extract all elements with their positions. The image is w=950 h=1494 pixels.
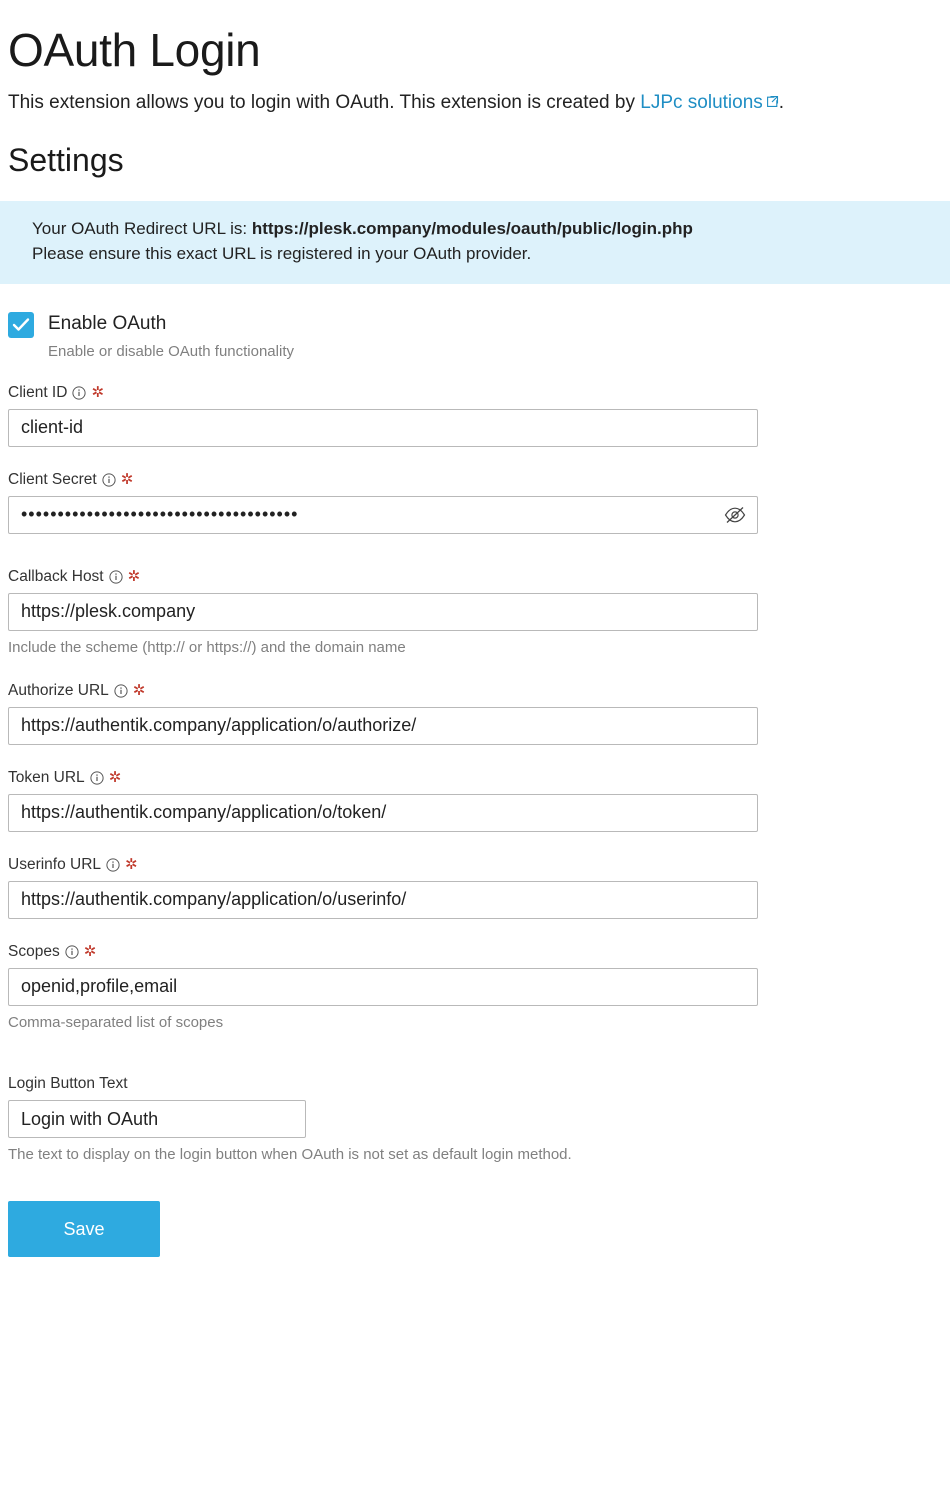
enable-oauth-row[interactable] bbox=[8, 310, 950, 339]
field-login-button-text-label-text: Login Button Text bbox=[8, 1075, 128, 1093]
settings-heading: Settings bbox=[8, 141, 124, 178]
field-login-button-text-label bbox=[8, 1075, 950, 1093]
login-button-text-hint: The text to display on the login button when OAuth is not set as default login method. bbox=[8, 1146, 572, 1164]
redirect-url-line bbox=[32, 217, 926, 242]
redirect-url-notice bbox=[0, 201, 950, 284]
field-authorize-url-label-text: Authorize URL bbox=[8, 681, 109, 699]
page-description bbox=[8, 90, 950, 116]
field-userinfo-url-label-text: Userinfo URL bbox=[8, 855, 102, 873]
login-button-text-input[interactable] bbox=[8, 1100, 306, 1138]
save-button[interactable]: Save bbox=[8, 1201, 160, 1257]
client-id-input[interactable] bbox=[8, 409, 758, 447]
field-scopes-label bbox=[8, 943, 950, 961]
required-marker: ✲ bbox=[91, 384, 105, 402]
field-client-secret-label bbox=[8, 471, 950, 489]
field-client-id-label bbox=[8, 384, 950, 402]
redirect-url-instruction: Please ensure this exact URL is registered in your OAuth provider. bbox=[32, 243, 532, 263]
info-icon[interactable] bbox=[102, 473, 116, 487]
redirect-url-value: https://plesk.company/modules/oauth/public/login.php bbox=[251, 218, 693, 238]
required-marker: ✲ bbox=[132, 682, 146, 700]
field-client-secret bbox=[8, 471, 950, 534]
field-token-url bbox=[8, 769, 950, 832]
page-title: OAuth Login bbox=[8, 24, 261, 76]
required-marker: ✲ bbox=[120, 471, 134, 489]
page-description-suffix: . bbox=[778, 92, 785, 114]
scopes-hint: Comma-separated list of scopes bbox=[8, 1013, 224, 1031]
eye-off-icon[interactable] bbox=[724, 504, 746, 526]
field-authorize-url-label bbox=[8, 682, 950, 700]
field-authorize-url bbox=[8, 682, 950, 745]
client-secret-input[interactable] bbox=[8, 496, 758, 534]
field-callback-host-label-text: Callback Host bbox=[8, 567, 104, 585]
field-userinfo-url bbox=[8, 856, 950, 919]
callback-host-hint: Include the scheme (http:// or https://) and the domain name bbox=[8, 638, 406, 656]
info-icon[interactable] bbox=[106, 858, 120, 872]
enable-oauth-help: Enable or disable OAuth functionality bbox=[48, 342, 294, 360]
page-description-text: This extension allows you to login with OAuth. This extension is created by bbox=[8, 92, 641, 114]
field-client-secret-label-text: Client Secret bbox=[8, 470, 97, 488]
callback-host-input[interactable] bbox=[8, 593, 758, 631]
field-callback-host-label bbox=[8, 568, 950, 586]
field-login-button-text bbox=[8, 1075, 950, 1165]
enable-oauth-checkbox[interactable] bbox=[8, 312, 34, 338]
userinfo-url-input[interactable] bbox=[8, 881, 758, 919]
field-scopes-label-text: Scopes bbox=[8, 942, 60, 960]
info-icon[interactable] bbox=[72, 386, 86, 400]
info-icon[interactable] bbox=[114, 684, 128, 698]
info-icon[interactable] bbox=[90, 771, 104, 785]
field-client-id bbox=[8, 384, 950, 447]
required-marker: ✲ bbox=[125, 856, 138, 874]
field-userinfo-url-label bbox=[8, 856, 950, 874]
ljpc-solutions-link[interactable]: LJPc solutions bbox=[640, 92, 763, 114]
required-marker: ✲ bbox=[83, 943, 97, 961]
redirect-url-prefix: Your OAuth Redirect URL is: bbox=[32, 218, 252, 238]
info-icon[interactable] bbox=[109, 570, 123, 584]
required-marker: ✲ bbox=[108, 769, 122, 787]
info-icon[interactable] bbox=[65, 945, 79, 959]
external-link-icon bbox=[766, 95, 779, 108]
spacer bbox=[8, 534, 950, 544]
field-callback-host bbox=[8, 568, 950, 658]
field-token-url-label bbox=[8, 769, 950, 787]
authorize-url-input[interactable] bbox=[8, 707, 758, 745]
enable-oauth-label: Enable OAuth bbox=[48, 313, 167, 335]
token-url-input[interactable] bbox=[8, 794, 758, 832]
field-client-id-label-text: Client ID bbox=[8, 383, 68, 401]
client-secret-wrap bbox=[8, 496, 758, 534]
scopes-input[interactable] bbox=[8, 968, 758, 1006]
required-marker: ✲ bbox=[127, 568, 141, 586]
field-scopes bbox=[8, 943, 950, 1033]
field-token-url-label-text: Token URL bbox=[8, 768, 85, 786]
